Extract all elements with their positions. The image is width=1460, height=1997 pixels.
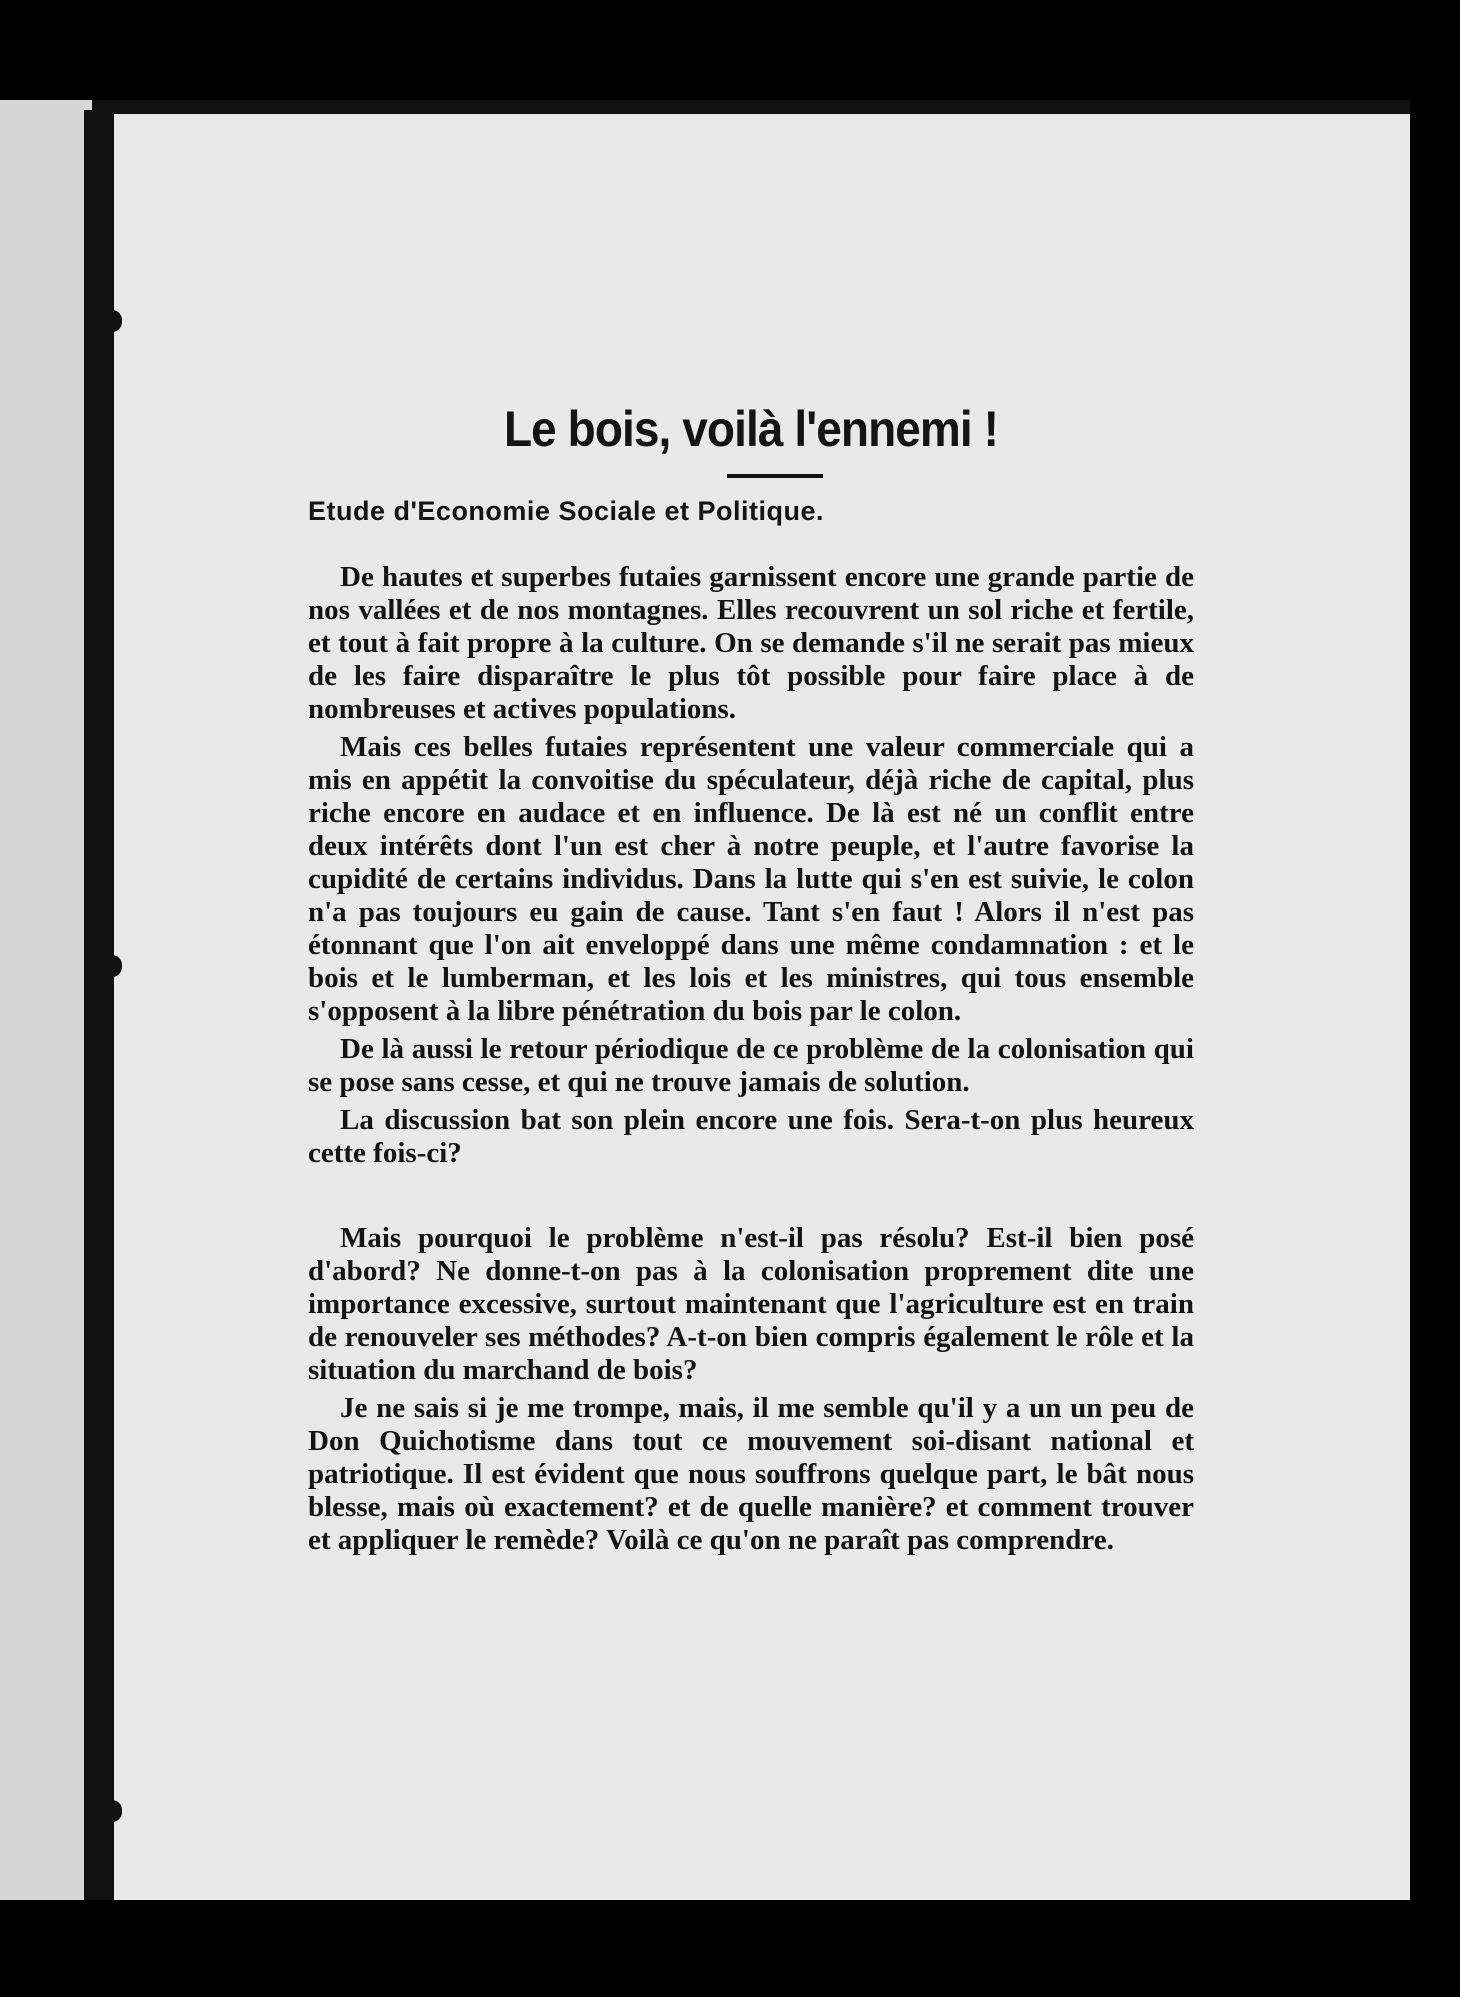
bottom-scan-border — [0, 1900, 1460, 1997]
paragraph: De hautes et superbes futaies garnissent encore une grande partie de nos vallées et de nos montagnes. Elles recouvrent un sol riche et fertile, et tout à fait propre à la culture. On se demande s'il ne serait pas mieux de les faire disparaître le plus tôt possible pour faire place à de nombreuses et actives populations. — [308, 561, 1194, 725]
paragraph: Je ne sais si je me trompe, mais, il me semble qu'il y a un un peu de Don Quichotisme dans tout ce mouvement soi-disant national et patriotique. Il est évident que nous souffrons quelque part, le bât nous blesse, mais où exactement? et de quelle manière? et comment trouver et appliquer le remède? Voilà ce qu'on ne paraît pas comprendre. — [308, 1392, 1194, 1556]
facing-page-edge — [0, 100, 92, 1905]
paragraph: Mais pourquoi le problème n'est-il pas résolu? Est-il bien posé d'abord? Ne donne-t-on pas à la colonisation proprement dite une importance excessive, surtout maintenant que l'agriculture est en train de renouveler ses méthodes? A-t-on bien compris également le rôle et la situation du marchand de bois? — [308, 1222, 1194, 1386]
paragraph: De là aussi le retour périodique de ce problème de la colonisation qui se pose sans cesse, et qui ne trouve jamais de solution. — [308, 1033, 1194, 1098]
top-page-shadow — [92, 100, 1410, 114]
paragraph: Mais ces belles futaies représentent une valeur commerciale qui a mis en appétit la convoitise du spéculateur, déjà riche de capital, plus riche encore en audace et en influence. De là est né un conflit entre deux intérêts dont l'un est cher à notre peuple, et l'autre favorise la cupidité de certains individus. Dans la lutte qui s'en est suivie, le colon n'a pas toujours eu gain de cause. Tant s'en faut ! Alors il n'est pas étonnant que l'on ait enveloppé dans une même condamnation : et le bois et le lumberman, et les lois et les ministres, qui tous ensemble s'opposent à la libre pénétration du bois par le colon. — [308, 731, 1194, 1027]
article — [308, 400, 1194, 1562]
article-title: Le bois, voilà l'ennemi ! — [503, 401, 999, 457]
book-binding — [84, 110, 114, 1905]
title-divider — [727, 474, 823, 478]
paragraph: La discussion bat son plein encore une fois. Sera-t-on plus heureux cette fois-ci? — [308, 1104, 1194, 1169]
article-subtitle: Etude d'Economie Sociale et Politique. — [308, 496, 825, 526]
